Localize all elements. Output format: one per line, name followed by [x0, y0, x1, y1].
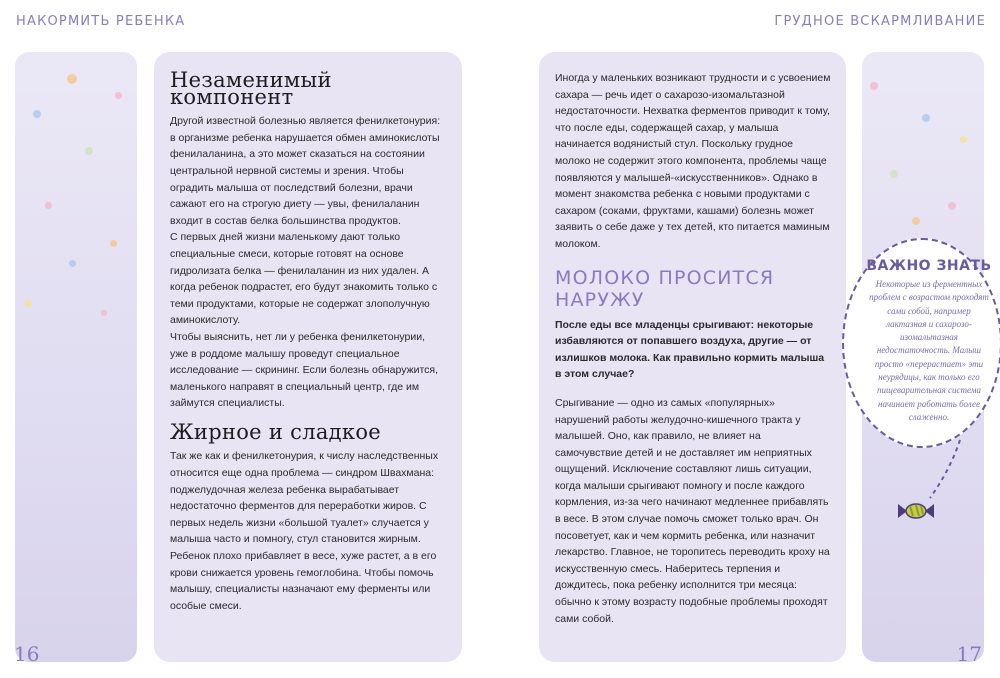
callout-title: ВАЖНО ЗНАТЬ [866, 258, 992, 274]
body-paragraph: С первых дней жизни маленькому дают только специальные смеси, которые готовят на основе гидролизата белка — фенилаланин из них удален. А когда ребенок подрастет, его будут знакомить только с теми продуктами, которые не содержат злополучную аминокислоту. [170, 231, 438, 327]
question-paragraph: После еды все младенцы срыгивают: некоторые избавляются от попавшего воздуха, другие — от излишков молока. Как правильно кормить малыша в этом случае? [555, 318, 825, 381]
callout-content [866, 258, 992, 424]
section-heading-component: Незаменимый компонент [170, 68, 332, 109]
body-paragraph: Иногда у маленьких возникают трудности и с усвоением сахара — речь идет о сахарозо-изомальтазной недостаточности. Нехватка ферментов приводит к тому, что после еды, содержащей сахар, у малыша начинается водянистый стул. Поскольку грудное молоко не содержит этого компонента, проблемы чаще появляются у малышей-«искусственников». Однако в момент знакомства ребенка с новыми продуктами с сахаром (соками, фруктами, кашами) болезнь может заявить о себе даже у тех детей, кто питается маминым молоком. [555, 72, 831, 250]
body-paragraph: Срыгивание — одно из самых «популярных» нарушений работы желудочно-кишечного тракта у малышей. Оно, как правило, не влияет на самочувствие детей и не доставляет им неприятных ощущений. Исключение составляют лишь ситуации, когда малыши срыгивают помногу и после каждого кормления, из-за чего начинают медленнее прибавлять в весе. В этом случае помочь сможет только врач. Он посоветует, как и чем кормить ребенка, или назначит лекарство. Главное, не торопитесь переводить кроху на искусственную смесь. Наберитесь терпения и дождитесь, пока ребенку исполнится три месяца: обычно к этому возрасту подобные проблемы проходят сами собой. [555, 396, 830, 625]
body-paragraph: Другой известной болезнью является фенилкетонурия: в организме ребенка нарушается обмен аминокислоты фенилаланина, а это может сказаться на состоянии центральной нервной системы и зрения. Чтобы оградить малыша от последствий болезни, врачи сажают его на строгую диету — увы, фенилаланин входит в состав белка большинства продуктов. [170, 115, 441, 227]
callout-text: Некоторые из ферментных проблем с возрастом проходят сами собой, например лактазная и сахарозо-изомальтазная недостаточность. Малыш просто «перерастает» эти неурядицы, как только его пищеварительная система начинает работать более слаженно. [869, 279, 989, 422]
section-heading-fat-sweet: Жирное и сладкое [170, 419, 381, 444]
section-heading-milk: МОЛОКО ПРОСИТСЯ НАРУЖУ [555, 266, 775, 311]
candy-icon [898, 500, 934, 522]
page-number-right: 17 [956, 642, 982, 666]
body-paragraph: Чтобы выяснить, нет ли у ребенка фенилкетонурии, уже в роддоме малышу проведут специальное исследование — скрининг. Если болезнь обнаружится, маленького направят в специальный центр, где им займутся специалисты. [170, 330, 439, 410]
running-header-right: ГРУДНОЕ ВСКАРМЛИВАНИЕ [774, 14, 986, 29]
running-header-left: НАКОРМИТЬ РЕБЕНКА [16, 14, 186, 29]
page-number-left: 16 [14, 642, 40, 666]
body-paragraph: Так же как и фенилкетонурия, к числу наследственных относится еще одна проблема — синдром Швахмана: поджелудочная железа ребенка вырабатывает недостаточно ферментов для переработки жиров. С первых недель жизни «большой туалет» случается у малыша часто и помногу, стул становится жирным. Ребенок плохо прибавляет в весе, хуже растет, а в его крови снижается уровень гемоглобина. Чтобы помочь малышу, специалисты назначают ему ферменты или особые смеси. [170, 450, 439, 612]
